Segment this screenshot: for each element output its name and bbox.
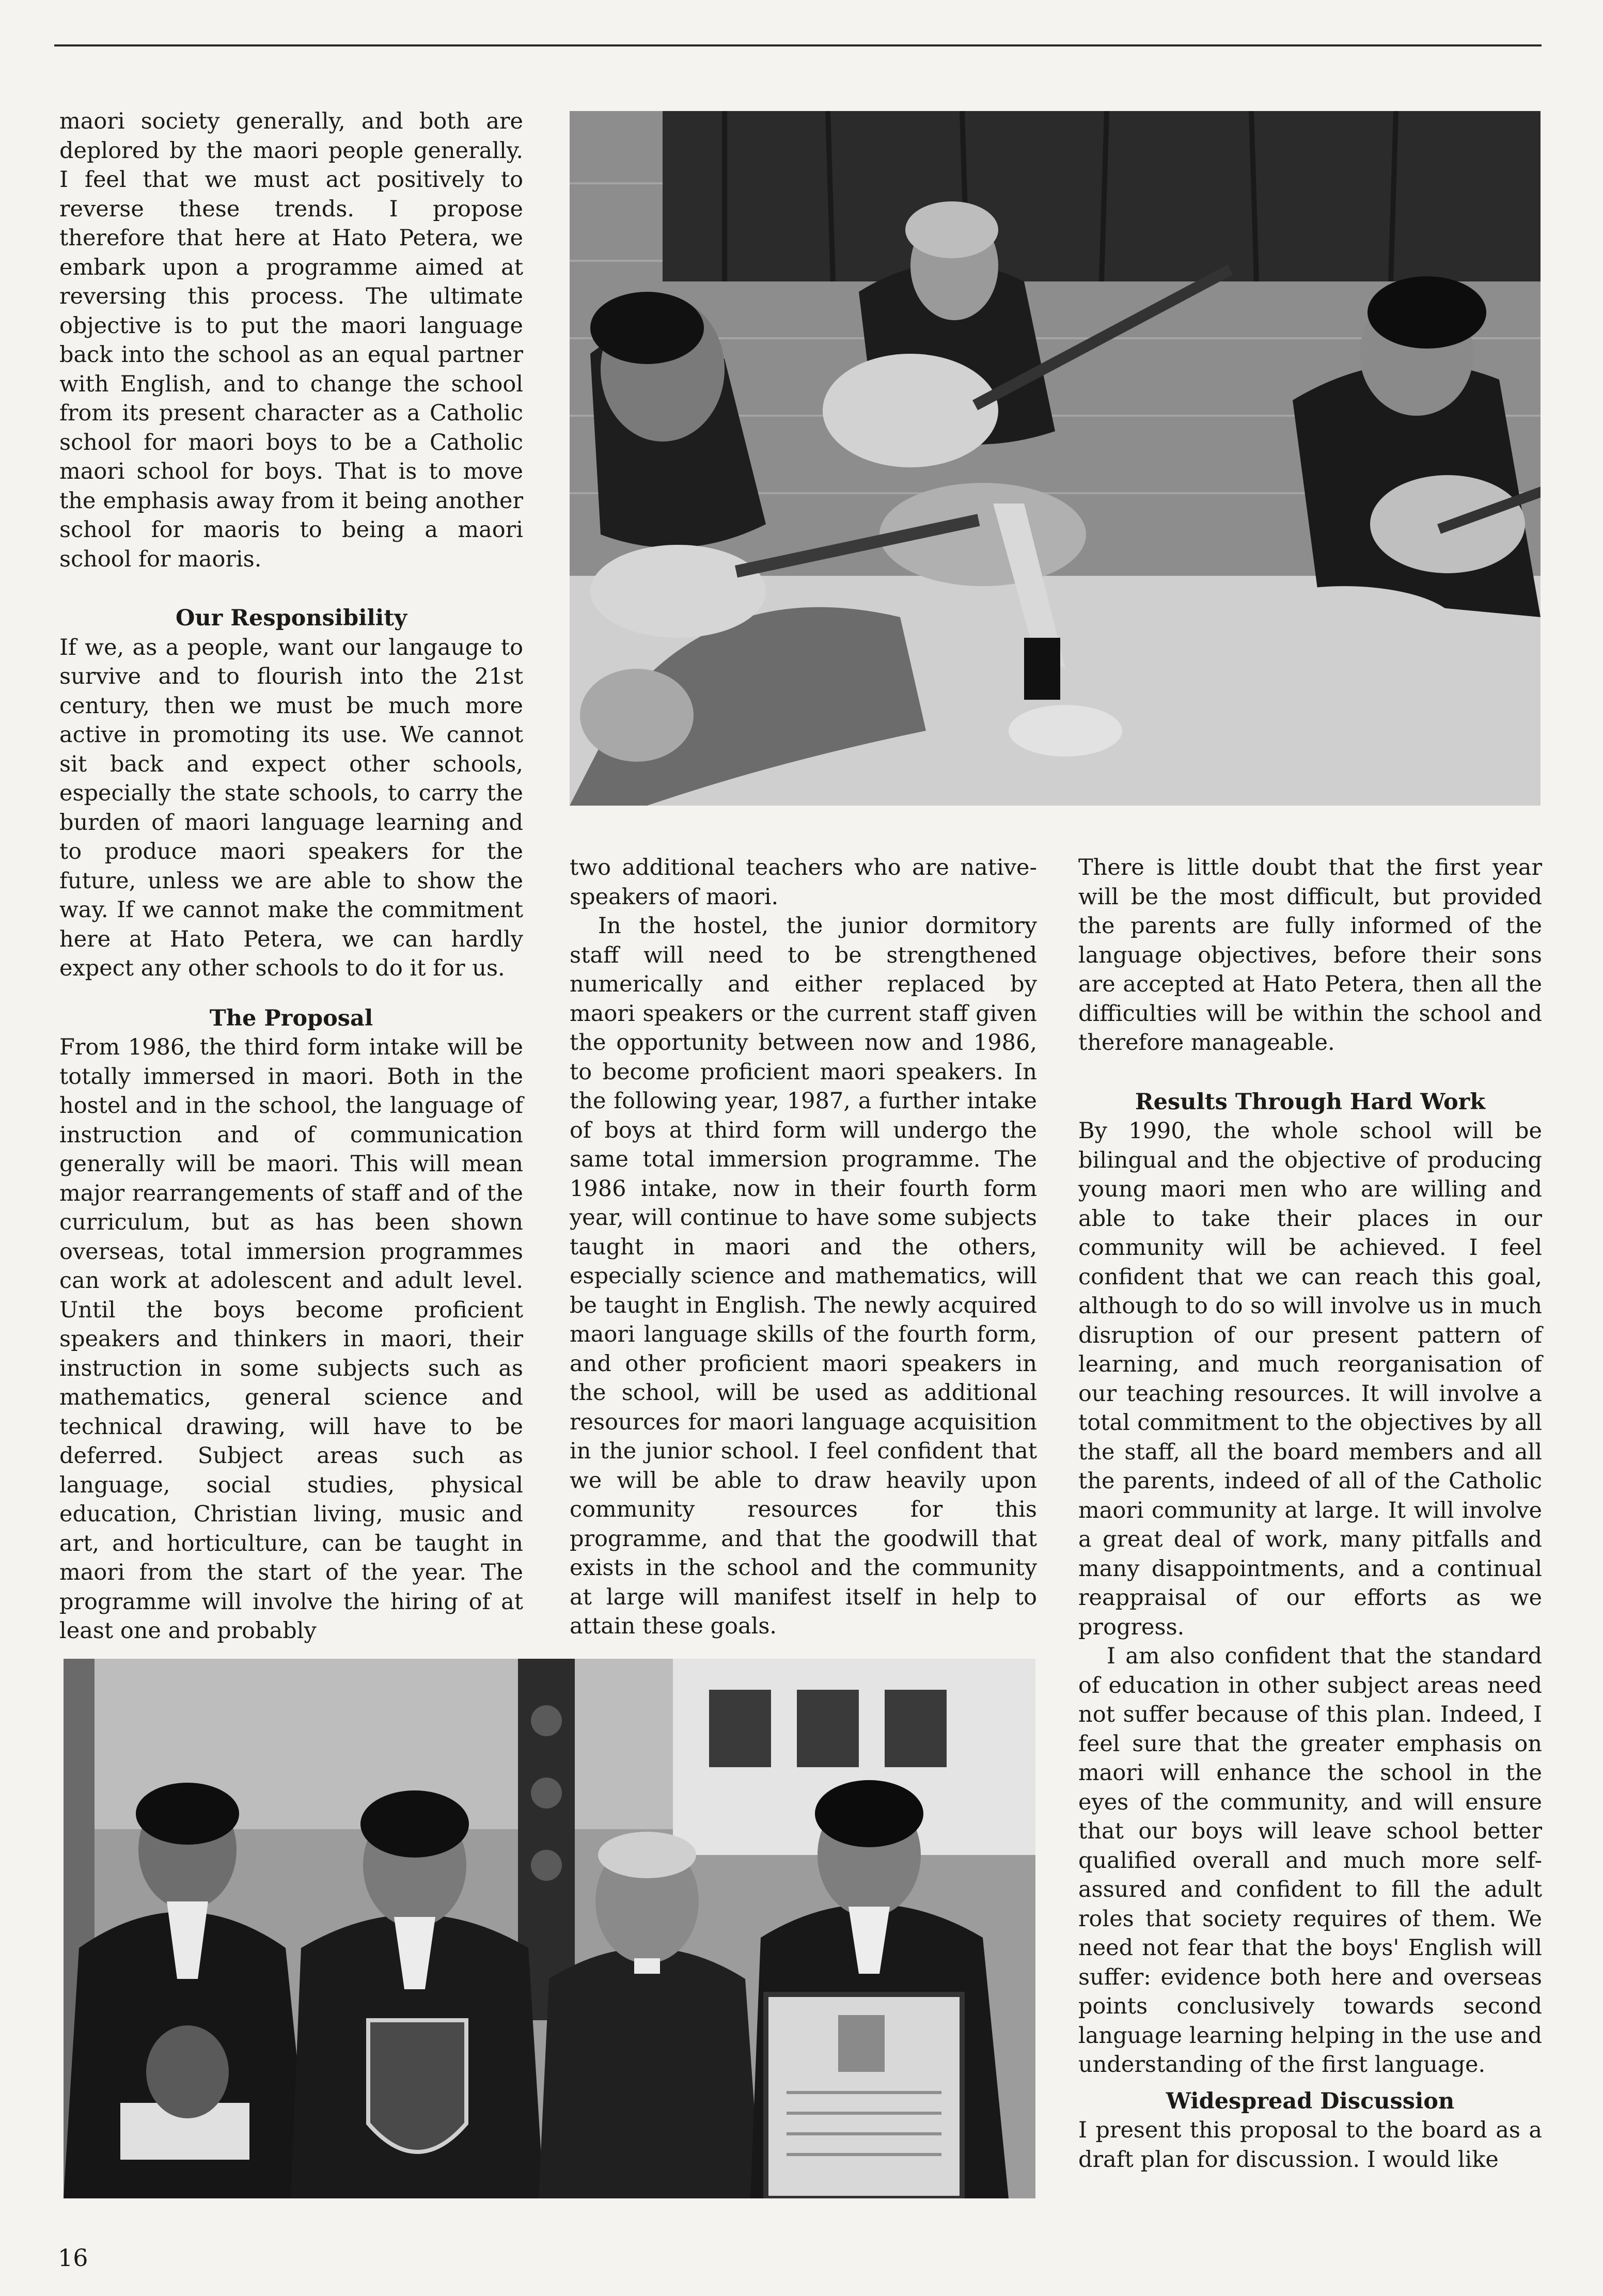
heading-widespread-discussion: Widespread Discussion <box>1166 2088 1455 2114</box>
results-paragraph-2: I am also confident that the standard of education in other subject areas need not suffer because of this plan. Indeed, I feel sure that the greater emphasis on maori will enhance the school in the eyes of the community, and will ensure that our boys will leave school better qualified overall and much more self-assured and confident to fill the adult roles that society requires of them. We need not fear that the boys' English will suffer: evidence both here and overseas points conclusively towards second language learning helping in the use and understanding of the first language. <box>1078 1643 1542 2078</box>
photo-students-guitars <box>570 111 1541 806</box>
middle-paragraph-2: In the hostel, the junior dormitory staff will need to be strengthened numerically and either replaced by maori speakers or the current staff given the opportunity between now and 1986, to become proficient maori speakers. In the following year, 1987, a further intake of boys at third form will undergo the same total immersion programme. The 1986 intake, now in their fourth form year, will continue to have some subjects taught in maori and the others, especially science and mathematics, will be taught in English. The newly acquired maori language skills of the fourth form, and other proficient maori speakers in the school, will be used as additional resources for maori language acquisition in the junior school. I feel confident that we will be able to draw heavily upon community resources for this programme, and that the goodwill that exists in the school and the community at large will manifest itself in help to attain these goals. <box>570 913 1037 1639</box>
middle-column <box>570 853 1037 1641</box>
discussion-paragraph: I present this proposal to the board as a draft plan for discussion. I would like <box>1078 2117 1542 2173</box>
responsibility-paragraph: If we, as a people, want our langauge to survive and to flourish into the 21st century, then we must be much more active in promoting its use. We cannot sit back and expect other schools, especially the state schools, to carry the burden of maori language learning and to produce maori speakers for the future, unless we are able to show the way. If we cannot make the commitment here at Hato Petera, we can hardly expect any other schools to do it for us. <box>59 634 523 981</box>
proposal-paragraph: From 1986, the third form intake will be totally immersed in maori. Both in the hostel and in the school, the language of instruction and of communication generally will be maori. This will mean major rearrangements of staff and of the curriculum, but as has been shown overseas, total immersion programmes can work at adolescent and adult level. Until the boys become proficient speakers and thinkers in maori, their instruction in some subjects such as mathematics, general science and technical drawing, will have to be deferred. Subject areas such as language, social studies, physical education, Christian living, music and art, and horticulture, can be taught in maori from the start of the year. The programme will involve the hiring of at least one and probably <box>59 1034 523 1644</box>
photo-students-elder-trophies <box>64 1659 1035 2198</box>
left-column <box>59 107 523 1646</box>
heading-the-proposal: The Proposal <box>209 1005 373 1031</box>
right-column <box>1078 853 1542 2174</box>
results-paragraph: By 1990, the whole school will be bilingual and the objective of producing young maori men who are willing and able to take their places in our community will be achieved. I feel confident that we can reach this goal, although to do so will involve us in much disruption of our present pattern of learning, and much reorganisation of our teaching resources. It will involve a total commitment to the objectives by all the staff, all the board members and all the parents, indeed of all of the Catholic maori community at large. It will involve a great deal of work, many pitfalls and many disappointments, and a continual reappraisal of our efforts as we progress. <box>1078 1118 1542 1640</box>
middle-paragraph-1: two additional teachers who are native-speakers of maori. <box>570 855 1037 910</box>
top-rule <box>54 44 1542 46</box>
right-paragraph-1: There is little doubt that the first year will be the most difficult, but provided the parents are fully informed of the language objectives, before their sons are accepted at Hato Petera, then all the difficulties will be within the school and therefore manageable. <box>1078 855 1542 1056</box>
intro-paragraph: maori society generally, and both are deplored by the maori people generally. I feel that we must act positively to reverse these trends. I propose therefore that here at Hato Petera, we embark upon a programme aimed at reversing this process. The ultimate objective is to put the maori language back into the school as an equal partner with English, and to change the school from its present character as a Catholic school for maori boys to be a Catholic maori school for boys. That is to move the emphasis away from it being another school for maoris to being a maori school for maoris. <box>59 108 523 572</box>
page-number: 16 <box>58 2244 88 2272</box>
heading-our-responsibility: Our Responsibility <box>175 605 407 631</box>
heading-results-through-hard-work: Results Through Hard Work <box>1135 1089 1486 1115</box>
